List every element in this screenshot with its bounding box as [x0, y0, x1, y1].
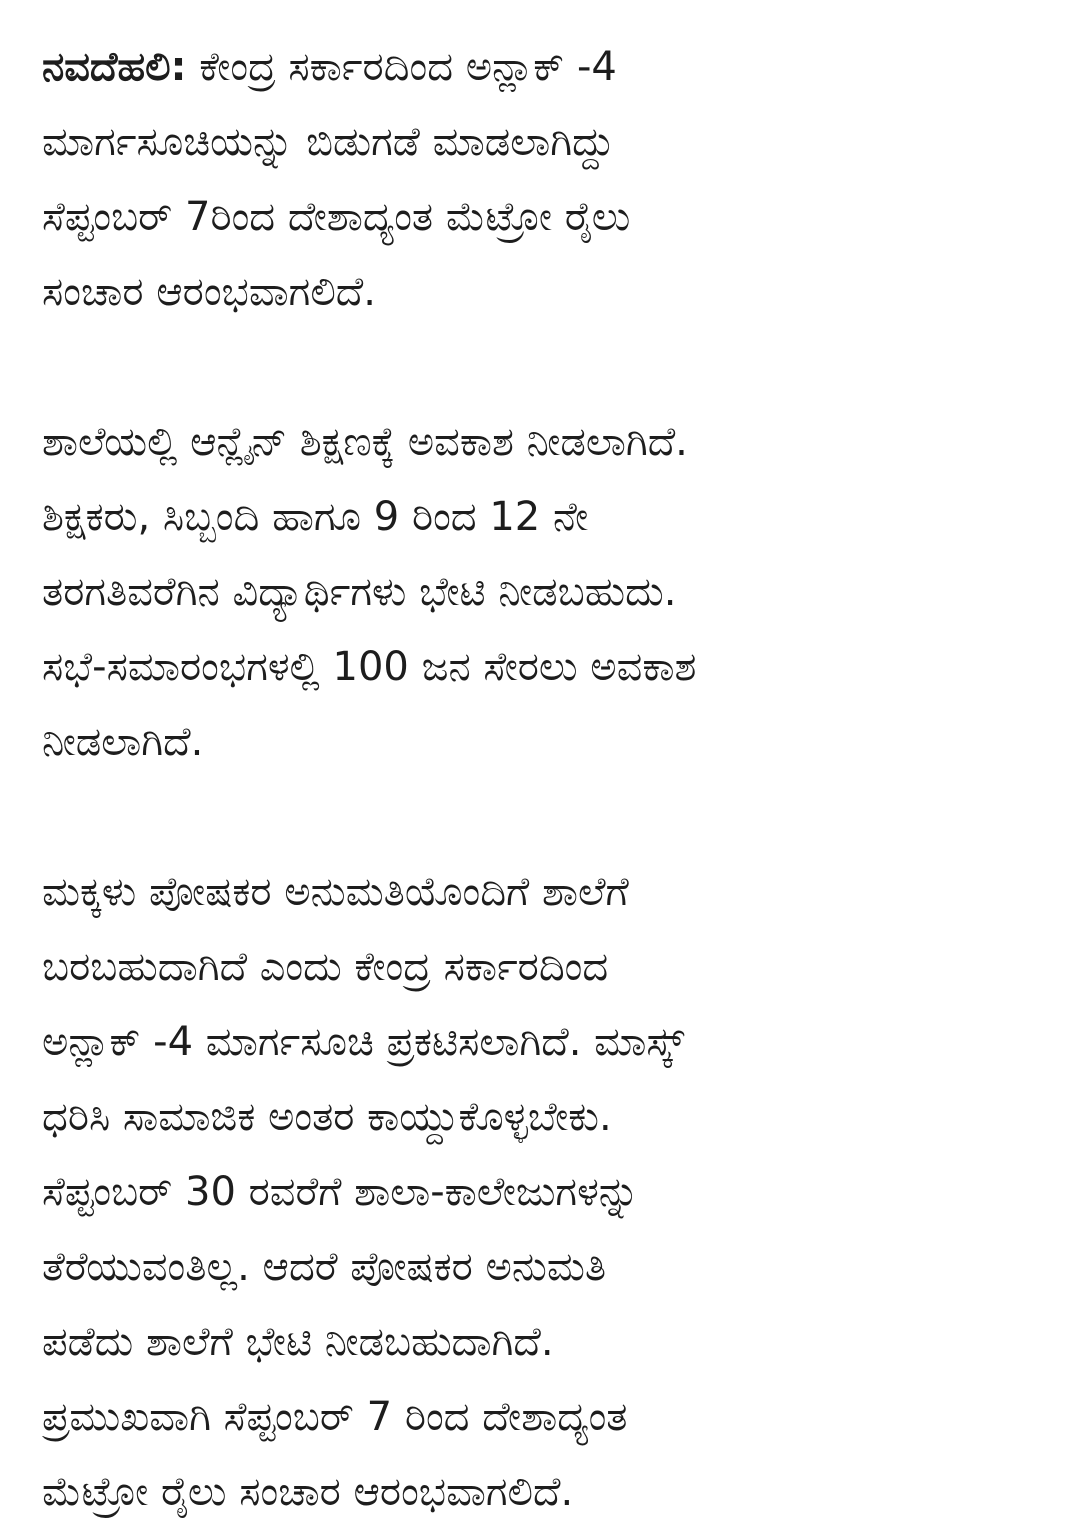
article-line: ಬರಬಹುದಾಗಿದೆ ಎಂದು ಕೇಂದ್ರ ಸರ್ಕಾರದಿಂದ: [42, 944, 609, 990]
article-line: [42, 30, 1042, 105]
article-line: ಪಡೆದು ಶಾಲೆಗೆ ಭೇಟಿ ನೀಡಬಹುದಾಗಿದೆ.: [42, 1319, 554, 1365]
article-line: ಸಭೆ-ಸಮಾರಂಭಗಳಲ್ಲಿ 100 ಜನ ಸೇರಲು ಅವಕಾಶ: [42, 644, 697, 690]
article-line: ಮಕ್ಕಳು ಪೋಷಕರ ಅನುಮತಿಯೊಂದಿಗೆ ಶಾಲೆಗೆ: [42, 869, 629, 915]
article-line: ಅನ್ಲಾಕ್ -4 ಮಾರ್ಗಸೂಚಿ ಪ್ರಕಟಿಸಲಾಗಿದೆ. ಮಾಸ್ಕ್: [42, 1019, 685, 1065]
article-line: ಶಾಲೆಯಲ್ಲಿ ಆನ್ಲೈನ್ ಶಿಕ್ಷಣಕ್ಕೆ ಅವಕಾಶ ನೀಡಲಾಗಿದೆ.: [42, 419, 688, 465]
article-line: ಸಂಚಾರ ಆರಂಭವಾಗಲಿದೆ.: [42, 269, 376, 315]
article-body: [42, 30, 1042, 1530]
paragraph-3: [42, 855, 1042, 1530]
article-line: ಮಾರ್ಗಸೂಚಿಯನ್ನು ಬಿಡುಗಡೆ ಮಾಡಲಾಗಿದ್ದು: [42, 119, 615, 165]
article-line: ಸೆಪ್ಟಂಬರ್ 30 ರವರೆಗೆ ಶಾಲಾ-ಕಾಲೇಜುಗಳನ್ನು: [42, 1169, 640, 1215]
article-line-text: ಕೇಂದ್ರ ಸರ್ಕಾರದಿಂದ ಅನ್ಲಾಕ್ -4: [186, 44, 617, 90]
article-line: ನೀಡಲಾಗಿದೆ.: [42, 719, 204, 765]
article-line: ಪ್ರಮುಖವಾಗಿ ಸೆಪ್ಟಂಬರ್ 7 ರಿಂದ ದೇಶಾದ್ಯಂತ: [42, 1394, 628, 1440]
paragraph-1: [42, 30, 1042, 330]
article-line: ಸೆಪ್ಟಂಬರ್ 7ರಿಂದ ದೇಶಾದ್ಯಂತ ಮೆಟ್ರೋ ರೈಲು: [42, 194, 631, 240]
dateline: ನವದೆಹಲಿ:: [42, 44, 187, 90]
article-line: ಮೆಟ್ರೋ ರೈಲು ಸಂಚಾರ ಆರಂಭವಾಗಲಿದೆ.: [42, 1469, 574, 1515]
paragraph-2: [42, 405, 1042, 780]
article-line: ಶಿಕ್ಷಕರು, ಸಿಬ್ಬಂದಿ ಹಾಗೂ 9 ರಿಂದ 12 ನೇ: [42, 494, 589, 540]
article-line: ತೆರೆಯುವಂತಿಲ್ಲ. ಆದರೆ ಪೋಷಕರ ಅನುಮತಿ: [42, 1244, 607, 1290]
article-line: ತರಗತಿವರೆಗಿನ ವಿದ್ಯಾರ್ಥಿಗಳು ಭೇಟಿ ನೀಡಬಹುದು.: [42, 569, 677, 615]
article-line: ಧರಿಸಿ ಸಾಮಾಜಿಕ ಅಂತರ ಕಾಯ್ದುಕೊಳ್ಳಬೇಕು.: [42, 1094, 612, 1140]
